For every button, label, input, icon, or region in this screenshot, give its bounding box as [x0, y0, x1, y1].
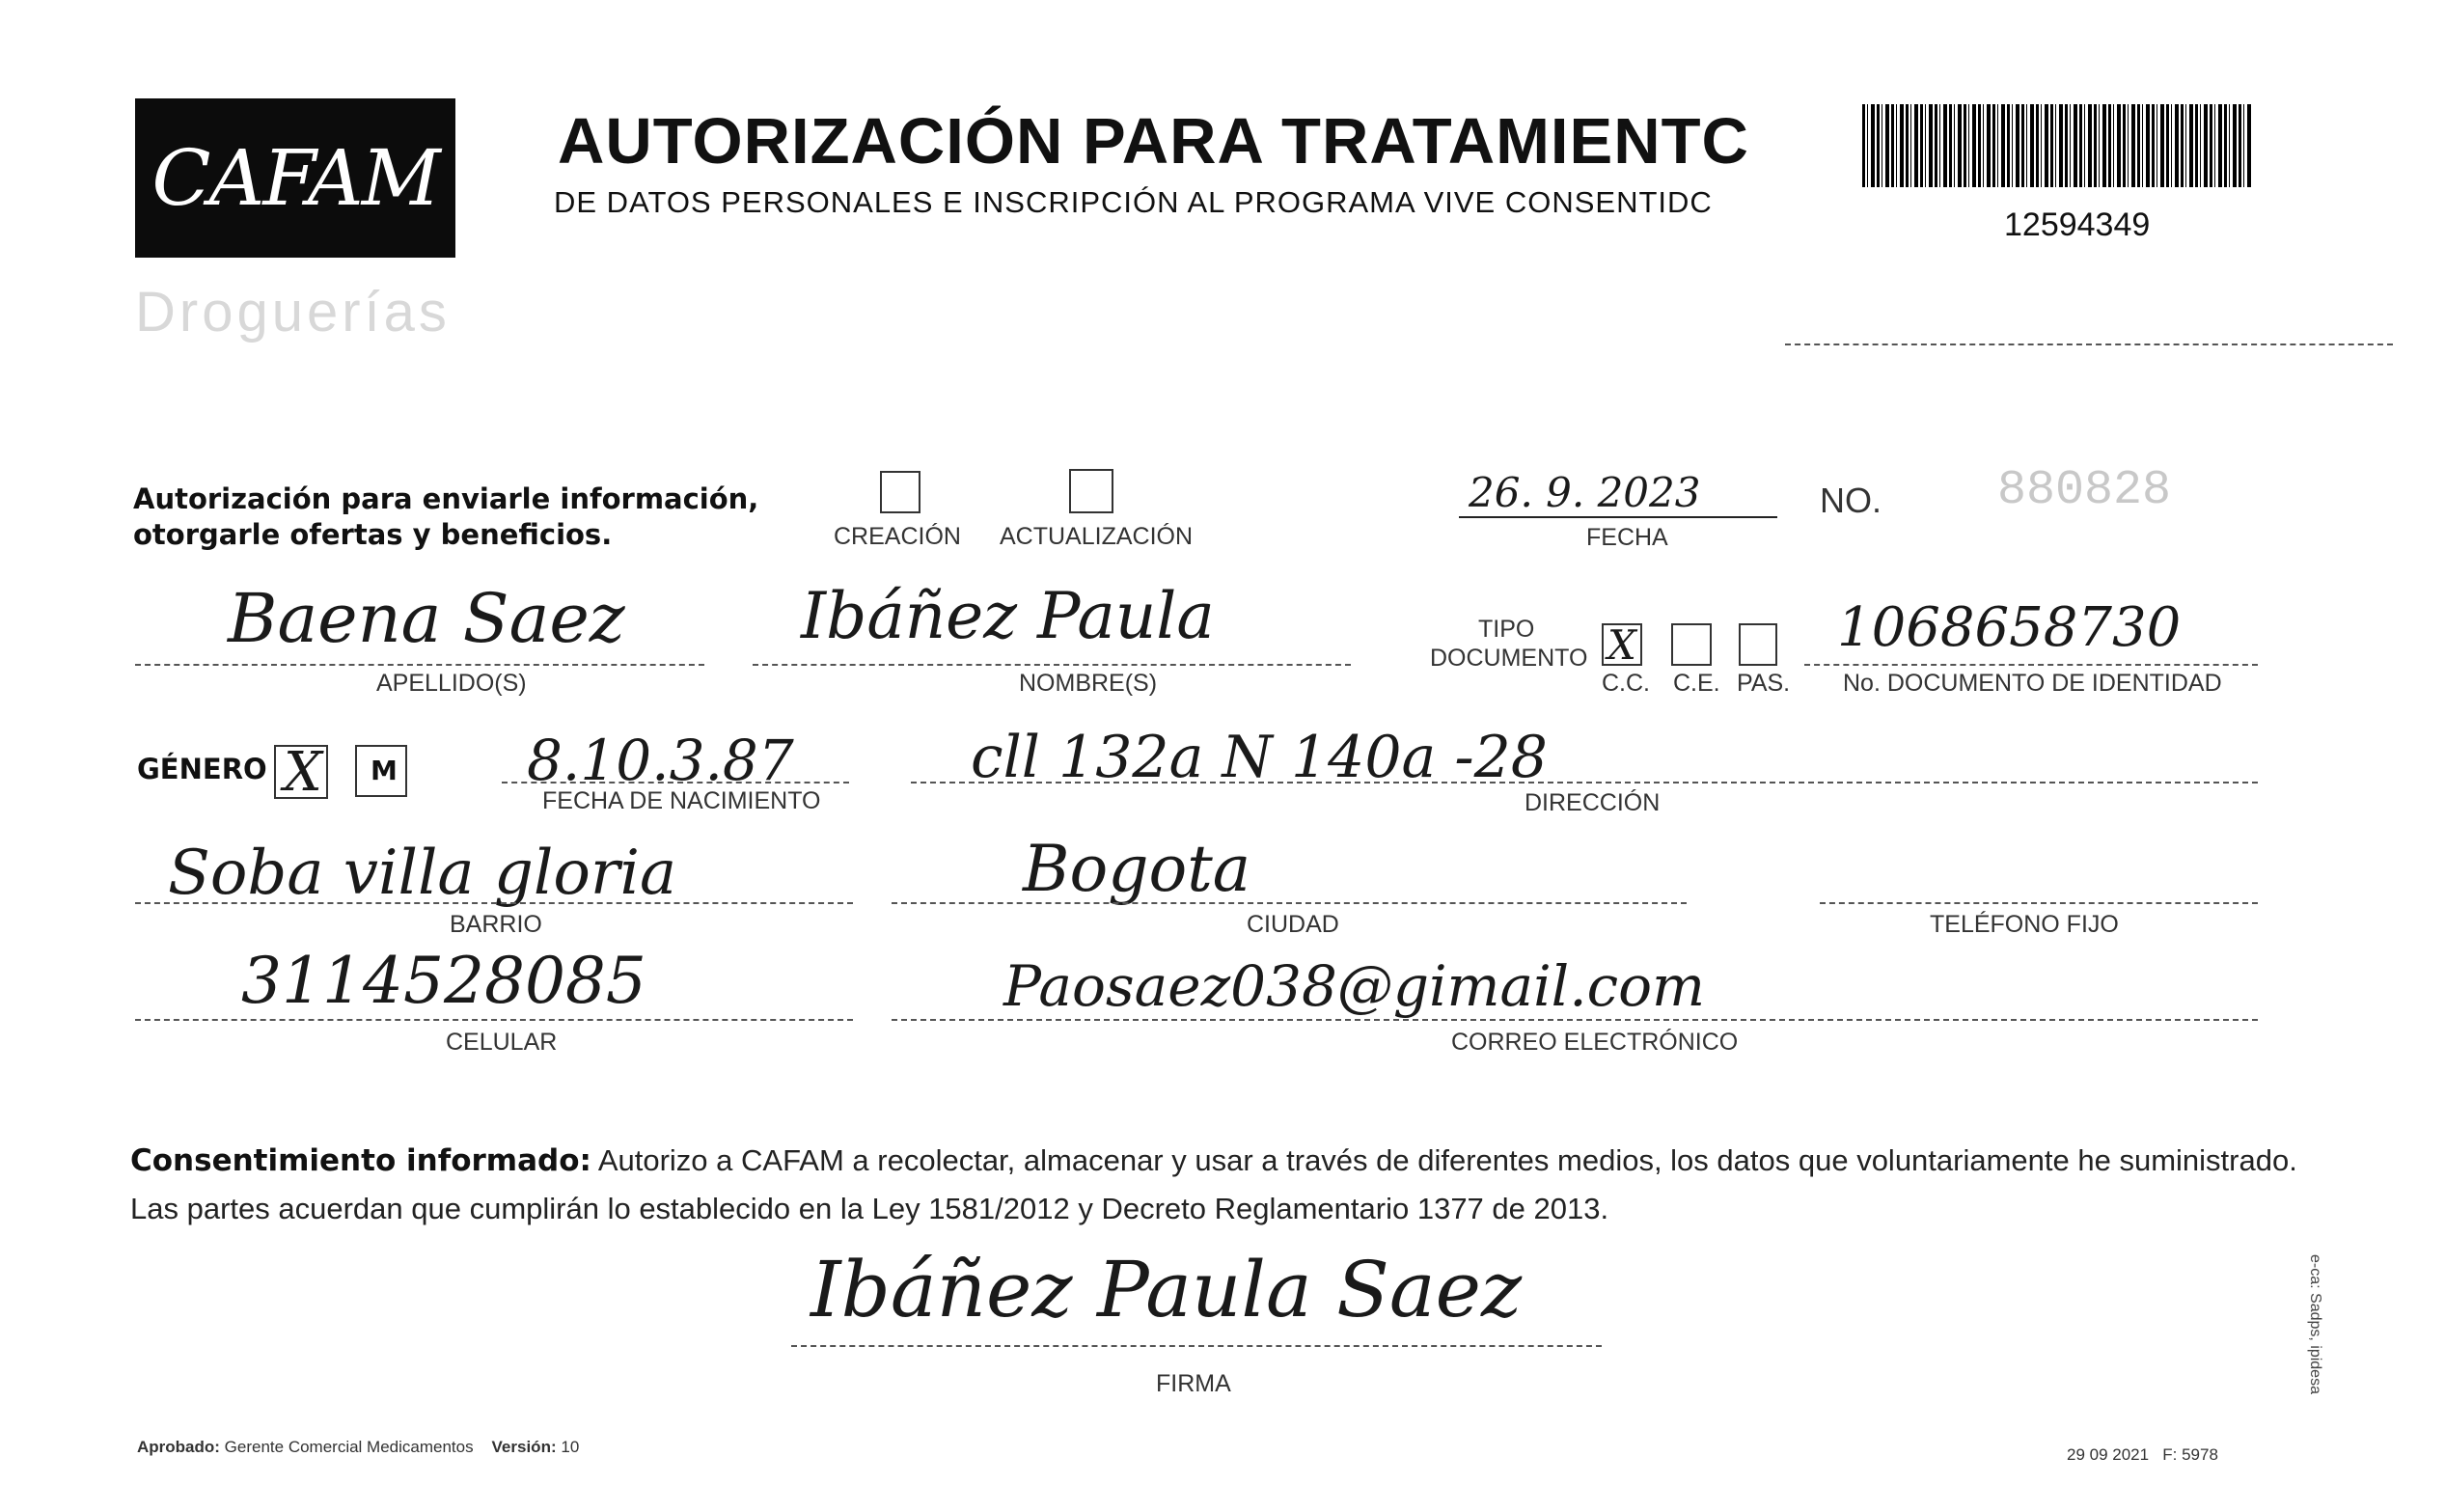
consent-paragraph [130, 1137, 2378, 1233]
correo-label: CORREO ELECTRÓNICO [1451, 1029, 1739, 1056]
genero-m-label: M [371, 755, 398, 786]
side-print-code: e-ca: Sadps, ipidesa [2307, 1254, 2323, 1394]
nombres-line [753, 664, 1351, 666]
barrio-line [135, 902, 853, 904]
ce-checkbox[interactable] [1671, 623, 1712, 666]
ciudad-label: CIUDAD [1247, 911, 1339, 938]
celular-line [135, 1019, 853, 1021]
pas-checkbox[interactable] [1739, 623, 1777, 666]
fecha-value[interactable]: 26. 9. 2023 [1469, 469, 1701, 516]
direccion-value[interactable]: cll 132a N 140a -28 [971, 724, 1548, 791]
barcode-number: 12594349 [2004, 206, 2151, 243]
genero-f-mark: X [284, 741, 322, 804]
aprobado-label: Aprobado: [137, 1438, 220, 1456]
barrio-value[interactable]: Soba villa gloria [168, 838, 677, 909]
correo-line [892, 1019, 2258, 1021]
fecha-label: FECHA [1586, 524, 1668, 551]
barrio-label: BARRIO [450, 911, 542, 938]
logo-subtitle: Droguerías [135, 281, 451, 344]
celular-label: CELULAR [446, 1029, 558, 1056]
form-subtitle: DE DATOS PERSONALES E INSCRIPCIÓN AL PROGRAMA VIVE CONSENTIDC [554, 185, 1713, 219]
cc-checkbox[interactable] [1602, 621, 1642, 669]
telefono-label: TELÉFONO FIJO [1930, 911, 2119, 938]
direccion-label: DIRECCIÓN [1525, 789, 1661, 816]
apellidos-line [135, 664, 704, 666]
nombres-label: NOMBRE(S) [1019, 670, 1158, 697]
fecha-line [1459, 516, 1777, 518]
footer-approval [137, 1438, 579, 1457]
tipo-label-1: TIPO [1478, 616, 1535, 643]
pas-label: PAS. [1737, 670, 1791, 697]
consent-text-1: Autorizo a CAFAM a recolectar, almacenar y usar a través de diferentes medios, los datos que voluntariamente he suministrado. [597, 1143, 2297, 1177]
version-value: 10 [561, 1438, 580, 1456]
nacimiento-label: FECHA DE NACIMIENTO [542, 787, 821, 814]
cafam-logo [135, 98, 455, 258]
version-label: Versión: [491, 1438, 557, 1456]
signature-label: FIRMA [1156, 1370, 1231, 1397]
genero-label: GÉNERO [137, 753, 267, 785]
documento-line [1804, 664, 2258, 666]
direccion-line [911, 782, 2258, 783]
cc-mark: X [1607, 621, 1636, 669]
ce-label: C.E. [1673, 670, 1720, 697]
logo-text: CAFAM [151, 133, 439, 223]
footer-codes [2067, 1445, 2218, 1465]
nombres-value[interactable]: Ibáñez Paula [801, 579, 1215, 653]
genero-m-checkbox[interactable] [355, 745, 407, 797]
consent-heading: Consentimiento informado: [130, 1143, 591, 1178]
genero-f-checkbox[interactable] [274, 741, 328, 804]
creacion-checkbox[interactable] [880, 471, 920, 513]
signature-line [791, 1345, 1602, 1347]
intro-line-1: Autorización para enviarle información, [133, 482, 759, 515]
documento-label: No. DOCUMENTO DE IDENTIDAD [1843, 670, 2222, 697]
tipo-label-2: DOCUMENTO [1430, 645, 1588, 672]
creacion-label: CREACIÓN [834, 523, 961, 550]
actualizacion-label: ACTUALIZACIÓN [1000, 523, 1194, 550]
header-rule [1785, 344, 2393, 345]
intro-line-2: otorgarle ofertas y beneficios. [133, 518, 613, 551]
barcode [1862, 104, 2252, 187]
no-label: NO. [1820, 481, 1882, 520]
correo-value[interactable]: Paosaez038@gimail.com [1003, 953, 1706, 1019]
signature-value[interactable]: Ibáñez Paula Saez [810, 1245, 1523, 1334]
footer-f-code: F: 5978 [2162, 1445, 2218, 1464]
cc-label: C.C. [1602, 670, 1650, 697]
form-title: AUTORIZACIÓN PARA TRATAMIENTC [558, 105, 1749, 178]
form-number: 880828 [1997, 463, 2172, 518]
telefono-line [1820, 902, 2258, 904]
aprobado-value: Gerente Comercial Medicamentos [224, 1438, 474, 1456]
footer-date-code: 29 09 2021 [2067, 1445, 2150, 1464]
ciudad-line [892, 902, 1687, 904]
nacimiento-value[interactable]: 8.10.3.87 [527, 728, 794, 793]
consent-text-2: Las partes acuerdan que cumplirán lo establecido en la Ley 1581/2012 y Decreto Reglamentario 1377 de 2013. [130, 1192, 1609, 1225]
ciudad-value[interactable]: Bogota [1023, 832, 1251, 906]
actualizacion-checkbox[interactable] [1069, 469, 1113, 513]
apellidos-label: APELLIDO(S) [376, 670, 527, 697]
nacimiento-line [502, 782, 849, 783]
documento-value[interactable]: 1068658730 [1837, 596, 2182, 659]
celular-value[interactable]: 3114528085 [241, 944, 646, 1018]
apellidos-value[interactable]: Baena Saez [228, 579, 625, 658]
